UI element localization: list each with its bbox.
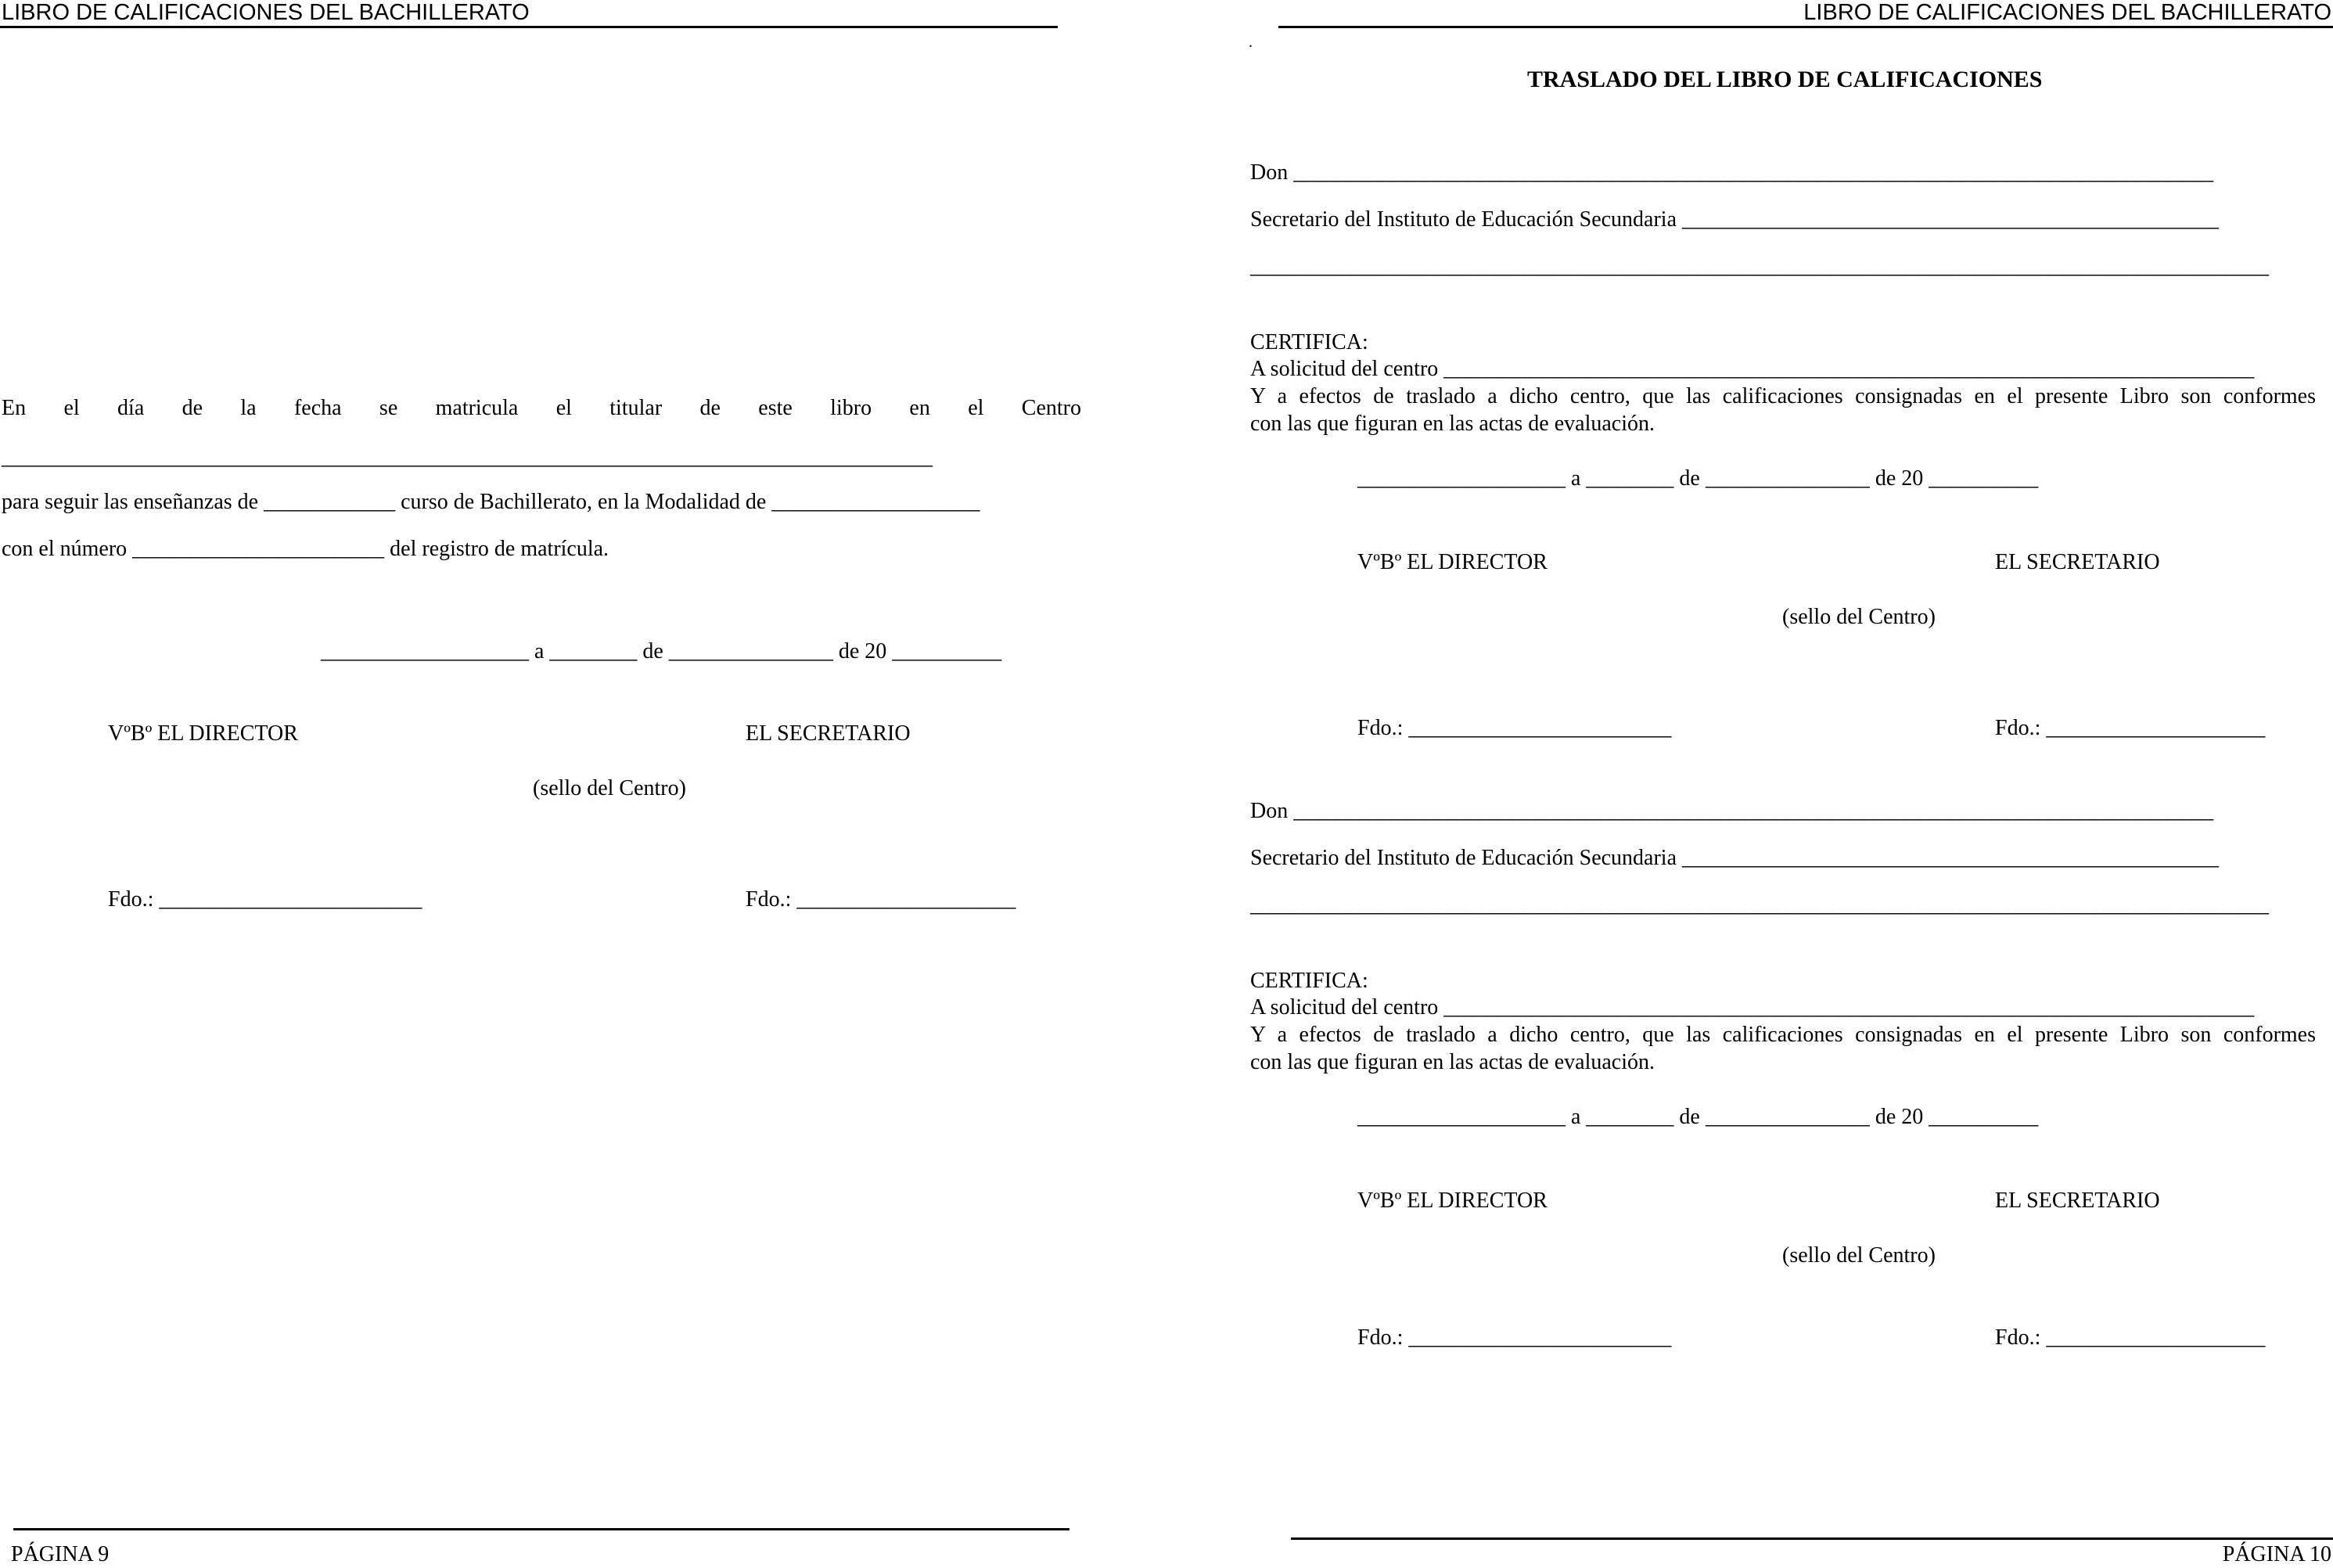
director-signature-field: Fdo.: ________________________ [1357,1325,1672,1350]
don-field: Don ____________________________________________________________________________________ [1250,799,2214,823]
certifica-label: CERTIFICA: [1250,969,1368,993]
date-line: ___________________ a ________ de _______________ de 20 __________ [1357,466,2039,491]
efectos-text: Y a efectos de traslado a dicho centro, que las calificaciones consignadas en el presente Libro son conformes [1250,384,2316,408]
right-footer-rule [1291,1537,2333,1540]
enrollment-line-1: En el día de la fecha se matricula el titular de este libro en el Centro [2,396,1081,420]
date-line: ___________________ a ________ de _______________ de 20 __________ [1357,1105,2039,1129]
director-label: VºBº EL DIRECTOR [108,721,298,746]
enrollment-line-2: _____________________________________________________________________________________ [2,445,933,469]
right-header: LIBRO DE CALIFICACIONES DEL BACHILLERATO [1803,0,2331,25]
secretary-label: EL SECRETARIO [1995,550,2160,574]
left-header-rule [0,26,1058,28]
director-signature-field: Fdo.: ________________________ [1357,716,1672,740]
left-page-number: PÁGINA 9 [11,1542,110,1566]
left-header: LIBRO DE CALIFICACIONES DEL BACHILLERATO [2,0,530,25]
secretary-signature-field: Fdo.: ____________________ [1995,716,2266,740]
director-label: VºBº EL DIRECTOR [1357,550,1548,574]
secretary-label: EL SECRETARIO [746,721,911,746]
director-label: VºBº EL DIRECTOR [1357,1189,1548,1213]
secretary-signature-field: Fdo.: ____________________ [1995,1325,2266,1350]
enrollment-line-4: con el número _______________________ del registro de matrícula. [2,537,609,561]
enrollment-line-3: para seguir las enseñanzas de ____________ curso de Bachillerato, en la Modalidad de ___________________ [2,490,980,514]
certifica-label: CERTIFICA: [1250,330,1368,354]
right-page-number: PÁGINA 10 [2222,1542,2331,1566]
efectos-text: Y a efectos de traslado a dicho centro, que las calificaciones consignadas en el presente Libro son conformes [1250,1023,2316,1047]
seal-label: (sello del Centro) [1782,605,1936,629]
date-line: ___________________ a ________ de _______________ de 20 __________ [321,639,1002,664]
left-page [0,0,1111,1566]
don-field: Don ____________________________________________________________________________________ [1250,160,2214,185]
secretary-label: EL SECRETARIO [1995,1189,2160,1213]
left-footer-rule [13,1528,1069,1530]
seal-label: (sello del Centro) [1782,1243,1936,1268]
seal-label: (sello del Centro) [533,776,686,800]
stray-dot: . [1249,34,1253,51]
blank-line: _____________________________________________________________________________________________ [1250,893,2269,917]
solicitud-field: A solicitud del centro __________________________________________________________________________ [1250,357,2255,381]
secretary-signature-field: Fdo.: ____________________ [746,887,1016,912]
actas-text: con las que figuran en las actas de evaluación. [1250,1050,1655,1074]
right-page [1236,0,2333,1566]
solicitud-field: A solicitud del centro __________________________________________________________________________ [1250,995,2255,1020]
actas-text: con las que figuran en las actas de evaluación. [1250,412,1655,436]
transfer-title: TRASLADO DEL LIBRO DE CALIFICACIONES [1527,67,2043,92]
right-header-rule [1278,26,2333,28]
director-signature-field: Fdo.: ________________________ [108,887,422,912]
secretario-field: Secretario del Instituto de Educación Secundaria _________________________________________________ [1250,207,2220,232]
secretario-field: Secretario del Instituto de Educación Secundaria _________________________________________________ [1250,846,2220,870]
blank-line: _____________________________________________________________________________________________ [1250,254,2269,279]
